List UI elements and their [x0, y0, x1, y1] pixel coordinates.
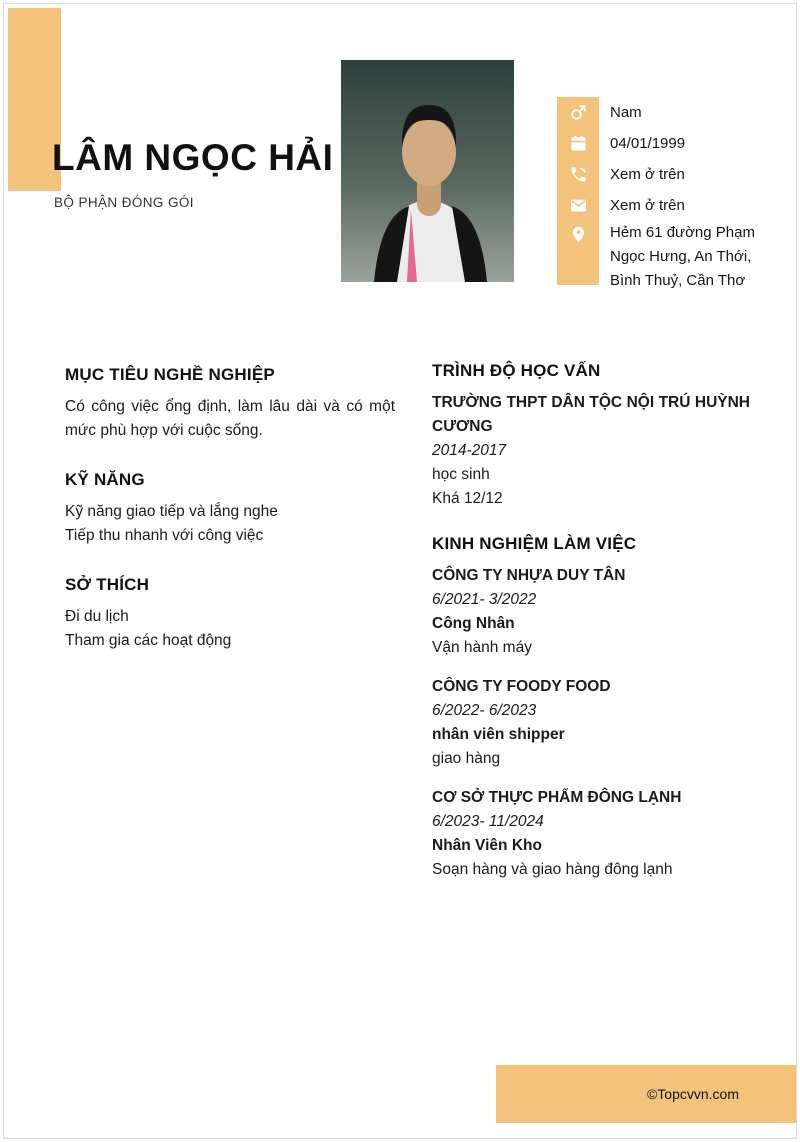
education-period: 2014-2017 — [432, 442, 507, 459]
contact-row-birthdate — [557, 128, 767, 159]
experience-job — [432, 675, 750, 771]
contact-phone-value: Xem ở trên — [610, 165, 685, 183]
calendar-icon — [557, 134, 599, 153]
contact-row-address — [557, 221, 767, 293]
experience-job — [432, 786, 750, 882]
contact-email-value: Xem ở trên — [610, 196, 685, 214]
hobby-item: Tham gia các hoạt động — [65, 632, 232, 649]
section-education — [432, 360, 750, 511]
job-role: Nhân Viên Kho — [432, 837, 542, 854]
job-period: 6/2022- 6/2023 — [432, 702, 537, 719]
objective-text: Có công việc ổng định, làm lâu dài và có một mức phù hợp với cuộc sống. — [65, 398, 395, 439]
contact-address-value: Hẻm 61 đường Phạm Ngọc Hưng, An Thới, Bình Thuỷ, Cần Thơ — [610, 224, 755, 289]
profile-photo — [341, 60, 514, 282]
job-description: giao hàng — [432, 750, 501, 767]
left-column — [65, 364, 395, 679]
contact-row-gender — [557, 97, 767, 128]
person-job-title: BỘ PHẬN ĐÓNG GÓI — [54, 195, 194, 210]
location-icon — [557, 225, 599, 244]
education-role: học sinh — [432, 466, 490, 483]
job-period: 6/2023- 11/2024 — [432, 813, 544, 830]
education-heading: TRÌNH ĐỘ HỌC VẤN — [432, 361, 601, 380]
footer-credit: ©Topcvvn.com — [646, 1086, 739, 1102]
contact-birthdate-value: 04/01/1999 — [610, 134, 686, 152]
section-skills — [65, 469, 395, 548]
contact-section — [557, 97, 767, 293]
job-description: Vận hành máy — [432, 639, 532, 656]
education-school: TRƯỜNG THPT DÂN TỘC NỘI TRÚ HUỲNH CƯƠNG — [432, 394, 750, 435]
right-column — [432, 360, 750, 908]
email-icon — [557, 196, 599, 215]
education-result: Khá 12/12 — [432, 490, 503, 507]
gender-icon — [557, 103, 599, 122]
section-experience — [432, 533, 750, 882]
contact-row-phone — [557, 159, 767, 190]
hobbies-heading: SỞ THÍCH — [65, 575, 150, 594]
section-objective — [65, 364, 395, 443]
job-company: CÔNG TY NHỰA DUY TÂN — [432, 567, 626, 584]
profile-photo-placeholder — [341, 60, 514, 282]
skills-heading: KỸ NĂNG — [65, 470, 145, 489]
section-hobbies — [65, 574, 395, 653]
skill-item: Kỹ năng giao tiếp và lắng nghe — [65, 503, 278, 520]
job-company: CÔNG TY FOODY FOOD — [432, 678, 611, 695]
objective-heading: MỤC TIÊU NGHỀ NGHIỆP — [65, 365, 275, 384]
job-role: nhân viên shipper — [432, 726, 565, 743]
job-description: Soạn hàng và giao hàng đông lạnh — [432, 861, 673, 878]
job-role: Công Nhân — [432, 615, 515, 632]
hobby-item: Đi du lịch — [65, 608, 129, 625]
contact-gender-value: Nam — [610, 103, 642, 121]
cv-page — [3, 3, 797, 1139]
job-period: 6/2021- 3/2022 — [432, 591, 537, 608]
footer-bar — [496, 1065, 796, 1123]
experience-heading: KINH NGHIỆM LÀM VIỆC — [432, 534, 637, 553]
contact-row-email — [557, 190, 767, 221]
skill-item: Tiếp thu nhanh với công việc — [65, 527, 264, 544]
job-company: CƠ SỞ THỰC PHẨM ĐÔNG LẠNH — [432, 789, 682, 806]
experience-job — [432, 564, 750, 660]
person-name: LÂM NGỌC HẢI — [52, 137, 334, 178]
phone-icon — [557, 165, 599, 184]
